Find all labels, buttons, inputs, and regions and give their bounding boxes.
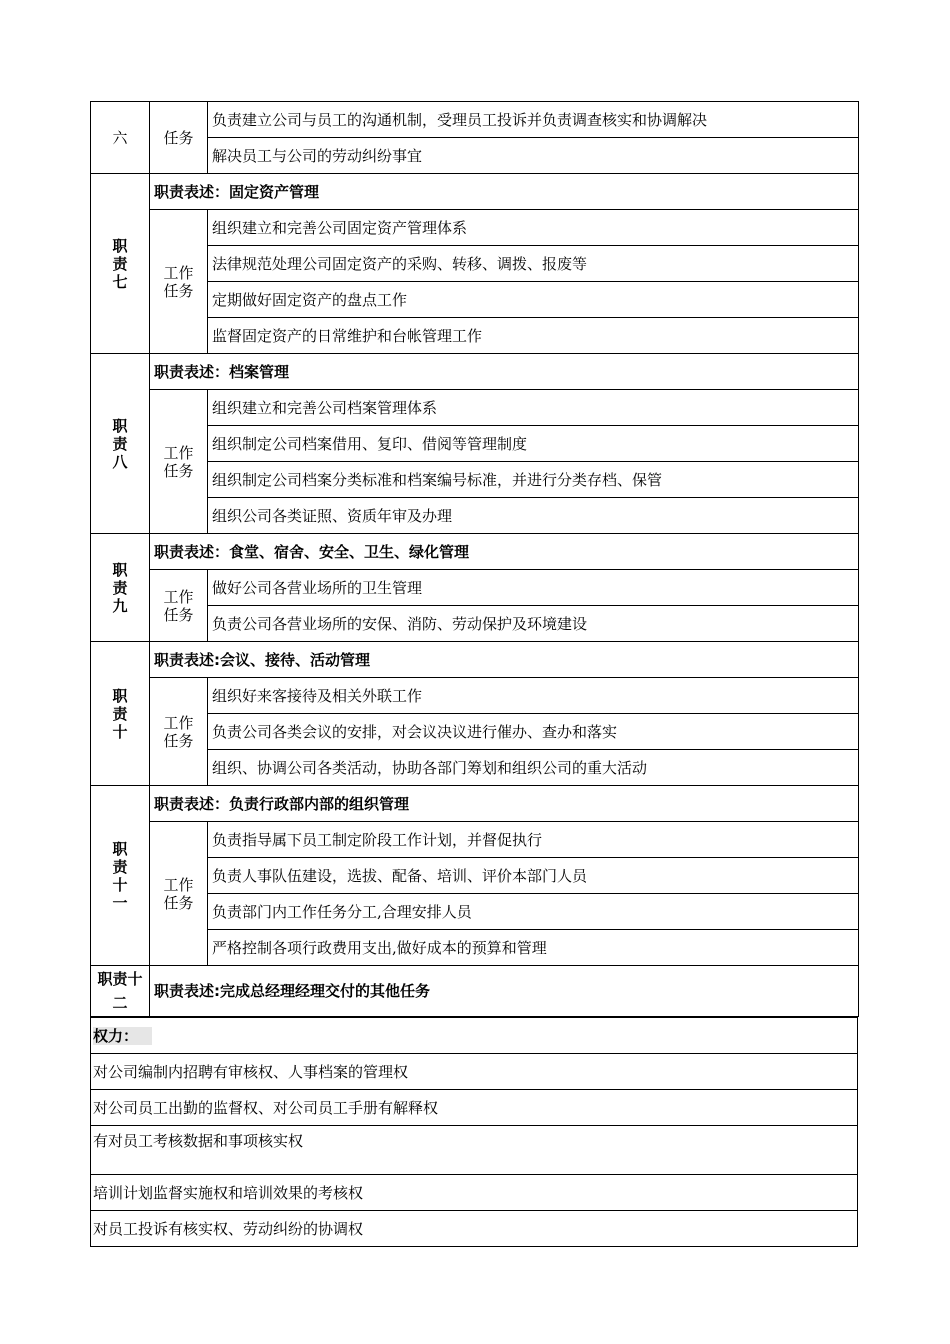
duty9-task: 做好公司各营业场所的卫生管理 xyxy=(208,570,859,606)
duty11-task: 负责指导属下员工制定阶段工作计划，并督促执行 xyxy=(208,822,859,858)
duty6-task: 解决员工与公司的劳动纠纷事宜 xyxy=(208,138,859,174)
task-label-line: 工作 xyxy=(163,587,194,606)
duty6-task-label: 任务 xyxy=(150,102,208,174)
duty7-description-row xyxy=(91,174,859,210)
duty6-task: 负责建立公司与员工的沟通机制，受理员工投诉并负责调查核实和协调解决 xyxy=(208,102,859,138)
duty8-number-char: 八 xyxy=(112,452,128,471)
duty8-task: 组织制定公司档案借用、复印、借阅等管理制度 xyxy=(208,426,859,462)
task-label-line: 任务 xyxy=(163,731,194,750)
duty8-number-char: 职 xyxy=(112,416,128,435)
duty8-number-char: 责 xyxy=(112,434,128,453)
duty9-task: 负责公司各营业场所的安保、消防、劳动保护及环境建设 xyxy=(208,606,859,642)
duty8-number xyxy=(91,354,150,534)
duty6-task-row xyxy=(91,102,859,138)
duty7-number-char: 职 xyxy=(112,236,128,255)
duty8-task-label xyxy=(150,390,208,534)
task-label-line: 任务 xyxy=(163,281,194,300)
duty11-number-char: 职 xyxy=(112,839,128,858)
duty12-number-line: 职责十 xyxy=(97,970,143,988)
task-label-line: 工作 xyxy=(163,875,194,894)
duty9-number-char: 职 xyxy=(112,560,128,579)
task-label-line: 工作 xyxy=(163,713,194,732)
power-item: 对公司编制内招聘有审核权、人事档案的管理权 xyxy=(91,1054,858,1090)
duty6-number: 六 xyxy=(91,102,150,174)
duties-table xyxy=(90,101,859,1017)
duty9-description: 职责表述：食堂、宿舍、安全、卫生、绿化管理 xyxy=(150,534,859,570)
duty8-task: 组织制定公司档案分类标准和档案编号标准，并进行分类存档、保管 xyxy=(208,462,859,498)
duty9-task-label xyxy=(150,570,208,642)
duty7-task: 监督固定资产的日常维护和台帐管理工作 xyxy=(208,318,859,354)
duty12-description: 职责表述:完成总经理经理交付的其他任务 xyxy=(150,966,859,1017)
duty7-description: 职责表述：固定资产管理 xyxy=(150,174,859,210)
powers-heading xyxy=(91,1017,858,1054)
duty11-task: 负责部门内工作任务分工,合理安排人员 xyxy=(208,894,859,930)
duty11-description: 职责表述：负责行政部内部的组织管理 xyxy=(150,786,859,822)
job-description-document xyxy=(90,101,858,1247)
task-label-line: 工作 xyxy=(163,263,194,282)
duty7-task: 组织建立和完善公司固定资产管理体系 xyxy=(208,210,859,246)
duty10-task-label xyxy=(150,678,208,786)
duty7-number-char: 责 xyxy=(112,254,128,273)
duty11-number-char: 责 xyxy=(112,857,128,876)
duty10-number xyxy=(91,642,150,786)
duty7-number xyxy=(91,174,150,354)
duty10-number-char: 责 xyxy=(112,704,128,723)
power-item: 对公司员工出勤的监督权、对公司员工手册有解释权 xyxy=(91,1090,858,1126)
duty11-number-char: 十 xyxy=(112,875,128,894)
duty10-number-char: 十 xyxy=(112,722,128,741)
duty10-description: 职责表述:会议、接待、活动管理 xyxy=(150,642,859,678)
duty11-number-char: 一 xyxy=(112,893,128,912)
duty9-number-char: 九 xyxy=(112,596,128,615)
duty8-task: 组织公司各类证照、资质年审及办理 xyxy=(208,498,859,534)
task-label-line: 任务 xyxy=(163,893,194,912)
duty9-number xyxy=(91,534,150,642)
duty8-task: 组织建立和完善公司档案管理体系 xyxy=(208,390,859,426)
duty10-task: 组织、协调公司各类活动，协助各部门筹划和组织公司的重大活动 xyxy=(208,750,859,786)
power-item: 有对员工考核数据和事项核实权 xyxy=(91,1126,858,1175)
duty11-task-label xyxy=(150,822,208,966)
duty12-number-line: 二 xyxy=(112,994,128,1012)
duty9-number-char: 责 xyxy=(112,578,128,597)
task-label-line: 任务 xyxy=(163,605,194,624)
duty11-number xyxy=(91,786,150,966)
duty12-number xyxy=(91,966,150,1017)
duty10-number-char: 职 xyxy=(112,686,128,705)
duty7-task: 法律规范处理公司固定资产的采购、转移、调拨、报废等 xyxy=(208,246,859,282)
duty7-task: 定期做好固定资产的盘点工作 xyxy=(208,282,859,318)
duty10-task: 负责公司各类会议的安排，对会议决议进行催办、查办和落实 xyxy=(208,714,859,750)
power-item: 培训计划监督实施权和培训效果的考核权 xyxy=(91,1175,858,1211)
task-label-line: 任务 xyxy=(163,461,194,480)
duty8-description: 职责表述：档案管理 xyxy=(150,354,859,390)
duty7-task-label xyxy=(150,210,208,354)
powers-table xyxy=(90,1016,858,1247)
duty7-number-char: 七 xyxy=(112,272,128,291)
powers-heading-text: 权力： xyxy=(93,1027,152,1045)
power-item: 对员工投诉有核实权、劳动纠纷的协调权 xyxy=(91,1211,858,1247)
duty11-task: 负责人事队伍建设，选拔、配备、培训、评价本部门人员 xyxy=(208,858,859,894)
task-label-line: 工作 xyxy=(163,443,194,462)
duty10-task: 组织好来客接待及相关外联工作 xyxy=(208,678,859,714)
duty11-task: 严格控制各项行政费用支出,做好成本的预算和管理 xyxy=(208,930,859,966)
